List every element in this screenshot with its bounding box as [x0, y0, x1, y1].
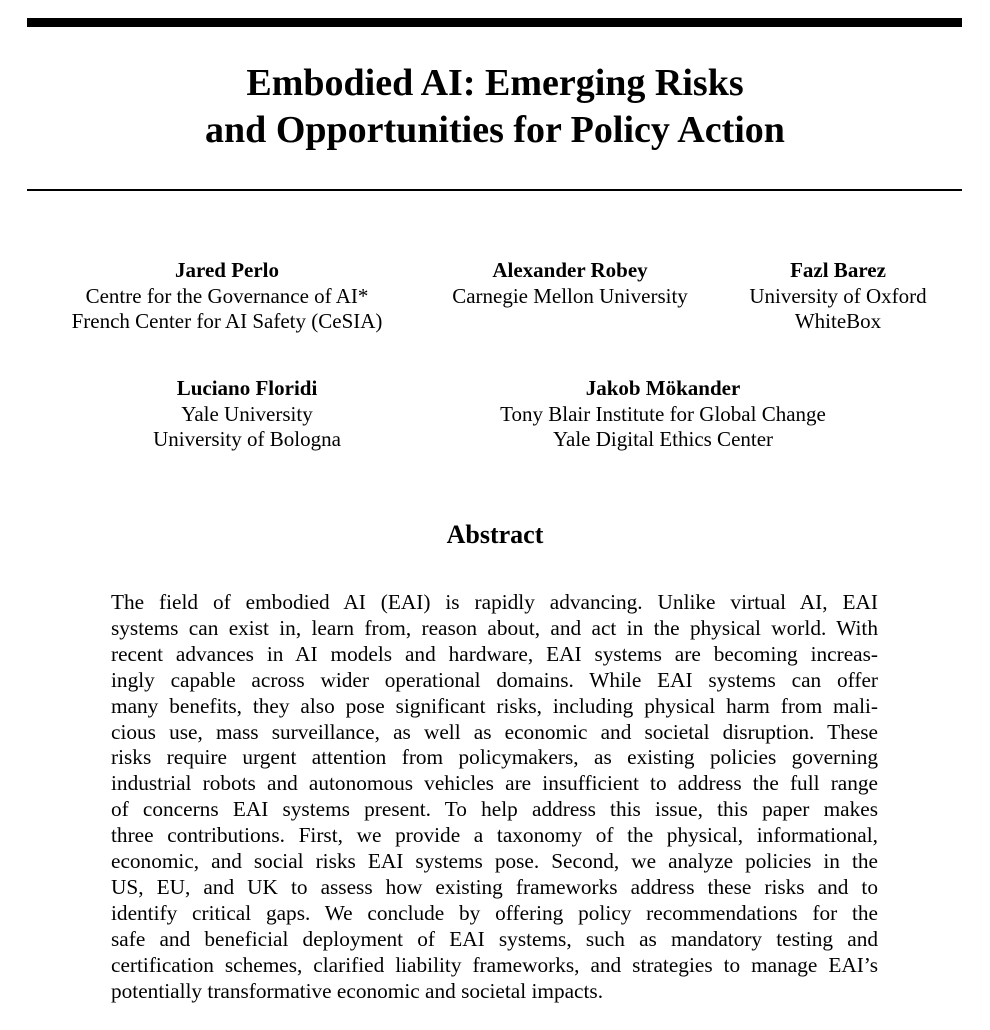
abstract-line: potentially transformative economic and societal impacts.	[111, 978, 604, 1003]
abstract-line: ingly capable across wider operational domains. While EAI systems can offer	[111, 667, 878, 692]
abstract-line: certification schemes, clarified liability frameworks, and strategies to manage EAI’s	[111, 952, 878, 977]
abstract-line: three contributions. First, we provide a taxonomy of the physical, informational,	[111, 823, 878, 848]
abstract-body	[111, 590, 878, 1005]
author-affiliation: French Center for AI Safety (CeSIA)	[71, 309, 383, 333]
top-rule	[27, 18, 962, 27]
author-name: Luciano Floridi	[176, 376, 318, 400]
abstract-line: industrial robots and autonomous vehicles are insufficient to address the full range	[111, 771, 878, 796]
author-block	[430, 258, 710, 309]
abstract-line: risks require urgent attention from policymakers, as existing policies governing	[111, 745, 878, 770]
author-affiliation: University of Bologna	[153, 427, 341, 451]
author-block	[463, 376, 863, 453]
author-name: Alexander Robey	[492, 258, 648, 282]
paper-title	[0, 60, 990, 154]
author-affiliation: Yale Digital Ethics Center	[552, 427, 774, 451]
author-affiliation: WhiteBox	[794, 309, 882, 333]
author-name: Jared Perlo	[175, 258, 279, 282]
title-rule	[27, 189, 962, 191]
author-name: Jakob Mökander	[585, 376, 741, 400]
author-block	[728, 258, 948, 335]
abstract-line: identify critical gaps. We conclude by offering policy recommendations for the	[111, 900, 878, 925]
abstract-line: US, EU, and UK to assess how existing frameworks address these risks and to	[111, 874, 878, 899]
abstract-line: cious use, mass surveillance, as well as economic and societal disruption. These	[111, 719, 878, 744]
author-affiliation: Centre for the Governance of AI*	[85, 283, 369, 308]
abstract-line: safe and beneficial deployment of EAI systems, such as mandatory testing and	[111, 926, 878, 951]
abstract-line: systems can exist in, learn from, reason about, and act in the physical world. With	[111, 615, 878, 640]
title-line: and Opportunities for Policy Action	[205, 109, 785, 151]
author-affiliation: Yale University	[181, 401, 313, 426]
title-line: Embodied AI: Emerging Risks	[246, 62, 744, 104]
abstract-line: of concerns EAI systems present. To help address this issue, this paper makes	[111, 797, 878, 822]
author-block	[27, 258, 427, 335]
abstract-line: economic, and social risks EAI systems pose. Second, we analyze policies in the	[111, 849, 878, 874]
abstract-line: recent advances in AI models and hardware, EAI systems are becoming increas-	[111, 641, 878, 666]
author-affiliation: Carnegie Mellon University	[452, 283, 688, 308]
abstract-line: The field of embodied AI (EAI) is rapidly advancing. Unlike virtual AI, EAI	[111, 590, 878, 614]
abstract-heading: Abstract	[446, 520, 544, 549]
author-affiliation: University of Oxford	[749, 283, 927, 308]
abstract-line: many benefits, they also pose significant risks, including physical harm from mali-	[111, 693, 878, 718]
author-block	[97, 376, 397, 453]
author-name: Fazl Barez	[790, 258, 886, 282]
author-affiliation: Tony Blair Institute for Global Change	[500, 401, 826, 426]
